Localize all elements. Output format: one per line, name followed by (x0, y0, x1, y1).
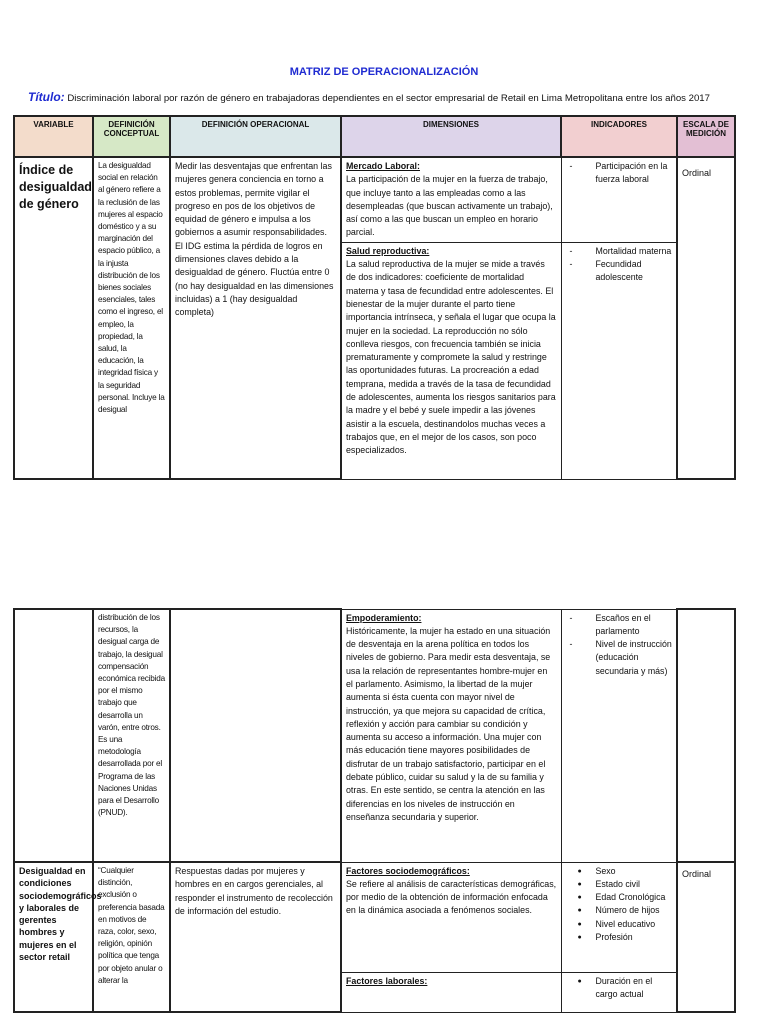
operacional-paragraph: El IDG estima la pérdida de logros en dimensiones claves debido a la desigualdad de género. Fluctúa entre 0 (no hay desigualdad en las dimensiones incluidas) a 1 (hay desigualdad completa) (175, 240, 334, 318)
operacional-cell (170, 609, 341, 862)
escala-cell: Ordinal (677, 862, 735, 1012)
dimension-heading: Factores sociodemográficos: (346, 865, 470, 876)
indicator-cell (561, 609, 677, 862)
indicator-item: ● Duración en el cargo actual (566, 975, 673, 1002)
subtitle-text: Discriminación laboral por razón de género en trabajadoras dependientes en el sector empresarial de Retail en Lima Metropolitana entre los años 2017 (67, 93, 710, 104)
indicator-item: - Escaños en el parlamento (566, 612, 673, 639)
header-variable: VARIABLE (14, 116, 93, 157)
variable-cell: Desigualdad en condiciones sociodemográficos y laborales de gerentes hombres y mujeres en el sector retail (14, 862, 93, 1012)
dimension-cell (341, 609, 561, 862)
indicator-item: - Mortalidad materna (566, 245, 673, 258)
dimension-text: La salud reproductiva de la mujer se mide a través de dos indicadores: coeficiente de mortalidad materna y tasa de fecundidad entre adolescentes. El bienestar de la mujer durante el parto tiene importancia intrínseca, y señala el lugar que ocupa la mujer en la sociedad. La reproducción no sólo conlleva riesgos, con frecuencia también se inicia prematuramente y compromete la salud y restringe las oportunidades futuras. La procreación a edad temprana, medida a través de la tasa de fecundidad de adolescentes, aumenta los riesgos sanitarios para la madre y el bebé y suele impedir a las jóvenes asistir a la escuela, destinandolos muchas veces a trabajos que, en el mejor de los casos, son poco especializados. (346, 259, 556, 456)
subtitle (28, 90, 758, 104)
dimension-cell (341, 862, 561, 972)
dimension-cell (341, 157, 561, 242)
header-conceptual: DEFINICIÓN CONCEPTUAL (93, 116, 170, 157)
operacional-cell: Respuestas dadas por mujeres y hombres en en cargos gerenciales, al responder el instrumento de recolección de información del estudio. (170, 862, 341, 1012)
indicator-item: - Nivel de instrucción (educación secundaria y más) (566, 638, 673, 678)
table-row (14, 862, 735, 972)
dimension-cell (341, 242, 561, 479)
indicator-item: ● Edad Cronológica (566, 891, 673, 904)
dimension-text: Se refiere al análisis de características demográficas, por medio de la obtención de información enfocada en la dinámica asociada a fenómenos sociales. (346, 878, 557, 916)
indicator-item: ● Sexo (566, 865, 673, 878)
header-indicadores: INDICADORES (561, 116, 677, 157)
escala-cell (677, 609, 735, 862)
dimension-heading: Mercado Laboral: (346, 161, 420, 171)
indicator-cell (561, 862, 677, 972)
indicator-item: - Participación en la fuerza laboral (566, 160, 673, 187)
document-title: MATRIZ DE OPERACIONALIZACIÓN (289, 66, 479, 78)
header-escala: ESCALA DE MEDICIÓN (677, 116, 735, 157)
dimension-text: La participación de la mujer en la fuerza de trabajo, que incluye tanto a las empleadas como a las desempleadas (que buscan activamente un trabajo), así como a las que buscan un empleo en horario parcial. (346, 174, 553, 238)
conceptual-cell: “Cualquier distinción, exclusión o preferencia basada en motivos de raza, color, sexo, religión, opinión política que tenga por objeto anular o alterar la (93, 862, 170, 1012)
header-operacional: DEFINICIÓN OPERACIONAL (170, 116, 341, 157)
indicator-item: ● Profesión (566, 931, 673, 944)
conceptual-cell: La desigualdad social en relación al género refiere a la reclusión de las mujeres al espacio doméstico y a su marginación del espacio público, a la injusta distribución de los bienes sociales esenciales, tales como el ingreso, el empleo, la propiedad, la salud, la educación, la integridad física y la seguridad personal. Incluye la desigual (93, 157, 170, 479)
indicator-cell (561, 157, 677, 242)
conceptual-cell: distribución de los recursos, la desigual carga de trabajo, la desigual compensación económica recibida por el mismo trabajo que desarrolla un varón, entre otros. Es una metodología desarrollada por el Programa de las Naciones Unidas para el Desarrollo (PNUD). (93, 609, 170, 862)
indicator-item: ● Número de hijos (566, 904, 673, 917)
variable-cell: Índice de desigualdad de género (14, 157, 93, 479)
table-row (14, 157, 735, 242)
header-dimensiones: DIMENSIONES (341, 116, 561, 157)
dimension-text: Históricamente, la mujer ha estado en una situación de desventaja en la arena política en todos los niveles de gobierno. Para medir esta desventaja, se usa la relación de representantes hombre-mujer en el parlamento. Asimismo, la libertad de la mujer aumenta si ésta cuenta con mayor nivel de instrucción, ya que mejora su capacidad de crítica, reflexión y acción para cambiar su condición y aumenta su acceso a información. Una mujer con más educación tiene mayores posibilidades de disfrutar de un trabajo satisfactorio, participar en el debate público, cuidar su salud y la de su familia y otras. En este sentido, se centra la atención en las diferencias en los niveles de instrucción en enseñanza secundaria y superior. (346, 625, 551, 822)
escala-cell: Ordinal (677, 157, 735, 479)
matrix-table-page1 (13, 115, 736, 480)
indicator-item: - Fecundidad adolescente (566, 258, 673, 285)
indicator-cell (561, 242, 677, 479)
dimension-heading: Factores laborales: (346, 975, 428, 986)
operacional-cell (170, 157, 341, 479)
variable-cell (14, 609, 93, 862)
operacional-paragraph: Medir las desventajas que enfrentan las mujeres genera conciencia en torno a estos problemas, permite vigilar el progreso en pos de los objetivos de equidad de género e impulsa a los gobiernos a asumir responsabilidades. (175, 161, 332, 238)
dimension-heading: Salud reproductiva: (346, 245, 430, 256)
indicator-cell (561, 972, 677, 1012)
matrix-table-page2 (13, 608, 736, 1013)
indicator-item: ● Estado civil (566, 878, 673, 891)
dimension-cell (341, 972, 561, 1012)
subtitle-label: Título: (28, 90, 65, 104)
table-row (14, 609, 735, 862)
header-row (14, 116, 735, 157)
indicator-item: ● Nivel educativo (566, 918, 673, 931)
dimension-heading: Empoderamiento: (346, 612, 422, 623)
